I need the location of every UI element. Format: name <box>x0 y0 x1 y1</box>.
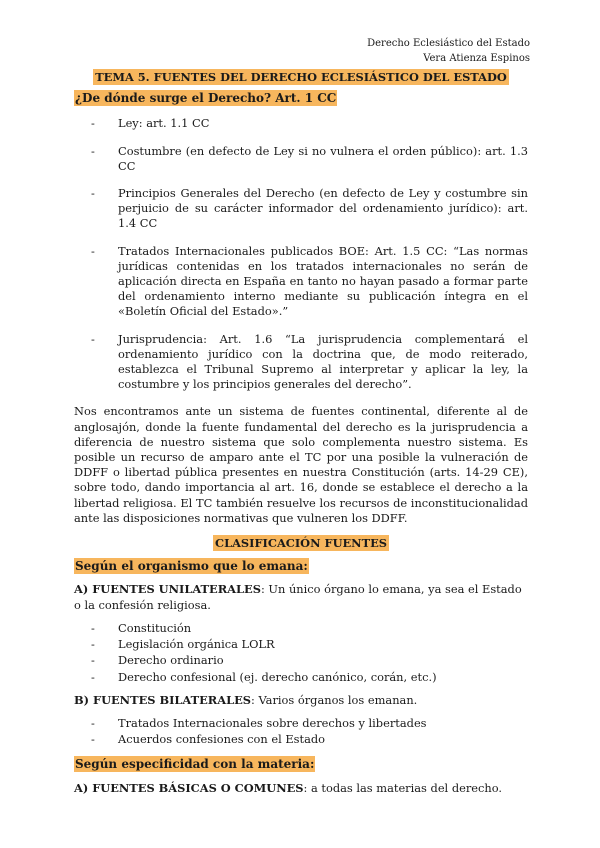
list-item: - Ley: art. 1.1 CC <box>74 116 528 131</box>
bilateral-label: B) FUENTES BILATERALES <box>74 692 252 707</box>
list-item: - Tratados Internacionales publicados BOE: Art. 1.5 CC: “Las normas jurídicas contenidas en los tratados internacionales no serán de aplicación directa en España en tanto no hayan pasado a formar parte del ordenamiento interno mediante su publicación íntegra en el «Boletín Oficial del Estado».” <box>74 244 528 320</box>
bilateral-paragraph <box>74 693 528 708</box>
list-item: - Constitución <box>74 621 528 636</box>
list-item: - Costumbre (en defecto de Ley si no vulnera el orden público): art. 1.3 CC <box>74 144 528 174</box>
document-title: TEMA 5. FUENTES DEL DERECHO ECLESIÁSTICO DEL ESTADO <box>95 70 507 84</box>
basic-paragraph <box>74 781 528 796</box>
bilateral-text: : Varios órganos los emanan. <box>251 692 418 707</box>
organism-heading-wrap <box>74 559 528 574</box>
question-heading-text: ¿De dónde surge el Derecho? Art. 1 CC <box>75 91 337 106</box>
list-item: - Acuerdos confesiones con el Estado <box>74 732 528 747</box>
basic-text: : a todas las materias del derecho. <box>303 780 503 795</box>
classification-heading-wrap <box>74 536 528 551</box>
list-item: - Derecho ordinario <box>74 653 528 668</box>
list-item: - Derecho confesional (ej. derecho canónico, corán, etc.) <box>74 670 528 685</box>
list-item: - Jurisprudencia: Art. 1.6 “La jurisprudencia complementará el ordenamiento jurídico con la doctrina que, de modo reiterado, establezca el Tribunal Supremo al interpretar y aplicar la ley, la costumbre y los principios generales del derecho”. <box>74 332 528 393</box>
specificity-heading: Según especificidad con la materia: <box>75 757 315 772</box>
list-item: - Legislación orgánica LOLR <box>74 637 528 652</box>
document-title-wrap <box>74 70 528 85</box>
specificity-heading-wrap <box>74 757 528 772</box>
list-item: - Principios Generales del Derecho (en defecto de Ley y costumbre sin perjuicio de su carácter informador del ordenamiento jurídico): art. 1.4 CC <box>74 186 528 232</box>
unilateral-paragraph <box>74 582 528 612</box>
classification-heading: CLASIFICACIÓN FUENTES <box>215 536 387 551</box>
sources-list <box>74 116 528 392</box>
unilateral-list <box>74 621 528 685</box>
page-header <box>367 36 530 66</box>
organism-heading: Según el organismo que lo emana: <box>75 559 308 574</box>
question-heading <box>74 91 528 106</box>
basic-label: A) FUENTES BÁSICAS O COMUNES <box>74 780 304 795</box>
document-body <box>74 70 528 804</box>
header-course: Derecho Eclesiástico del Estado <box>367 38 530 49</box>
bilateral-list <box>74 716 528 747</box>
header-author: Vera Atienza Espinos <box>423 53 530 64</box>
unilateral-label: A) FUENTES UNILATERALES <box>74 582 261 597</box>
body-paragraph: Nos encontramos ante un sistema de fuentes continental, diferente al de anglosajón, donde la fuente fundamental del derecho es la jurisprudencia a diferencia de nuestro sistema que solo complementa nuestro sistema. Es posible un recurso de amparo ante el TC por una posible la vulneración de DDFF o libertad pública presentes en nuestra Constitución (arts. 14-29 CE), sobre todo, dando importancia al art. 16, donde se establece el derecho a la libertad religiosa. El TC también resuelve los recursos de inconstitucionalidad ante las disposiciones normativas que vulneren los DDFF. <box>74 404 528 525</box>
list-item: - Tratados Internacionales sobre derechos y libertades <box>74 716 528 731</box>
unilateral-text: : Un único órgano lo emana, ya sea el Estado o la confesión religiosa. <box>74 582 522 612</box>
